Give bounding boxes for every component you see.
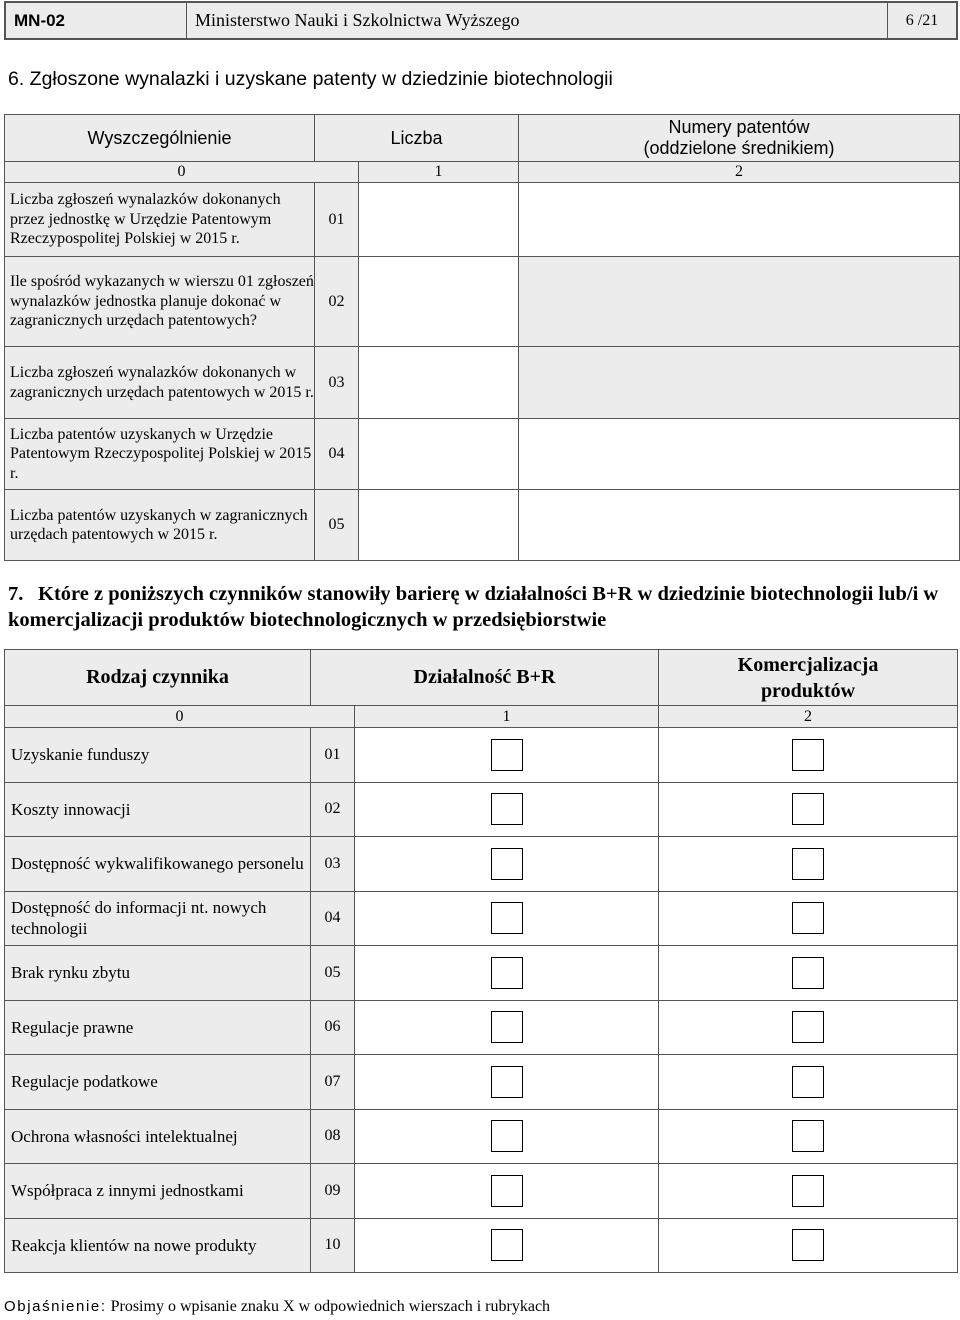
note-text: Prosimy o wpisanie znaku X w odpowiednich wierszach i rubrykach — [106, 1298, 551, 1315]
table-row — [5, 891, 958, 946]
row-code: 04 — [311, 891, 355, 946]
factor-label: Koszty innowacji — [5, 782, 311, 837]
table-row — [5, 490, 960, 561]
row-code: 04 — [315, 419, 359, 490]
form-header — [4, 1, 958, 40]
section7-title: 7. Które z poniższych czynników stanowiły barierę w działalności B+R w dziedzinie biotechnologii lub/i w komercjalizacji produktów biotechnologicznych w przedsiębiorstwie — [8, 583, 939, 631]
factor-label: Regulacje podatkowe — [5, 1055, 311, 1110]
row-code: 09 — [311, 1164, 355, 1219]
patent-numbers-input-cell[interactable] — [519, 183, 960, 257]
factor-label: Uzyskanie funduszy — [5, 728, 311, 783]
br-checkbox-cell — [355, 891, 659, 946]
factor-label: Współpraca z innymi jednostkami — [5, 1164, 311, 1219]
row-code: 06 — [311, 1000, 355, 1055]
table-row — [5, 1000, 958, 1055]
table-row — [5, 728, 958, 783]
col-number: 1 — [355, 706, 659, 728]
commercialization-checkbox-cell — [659, 728, 958, 783]
commercialization-checkbox-cell — [659, 1000, 958, 1055]
factor-label: Reakcja klientów na nowe produkty — [5, 1218, 311, 1273]
row-code: 05 — [315, 490, 359, 561]
row-code: 02 — [315, 257, 359, 347]
col-header-rodzaj: Rodzaj czynnika — [5, 650, 311, 706]
note-key: Objaśnienie: — [4, 1298, 107, 1315]
col-number: 2 — [519, 162, 960, 183]
commercialization-checkbox-cell — [659, 782, 958, 837]
row-label: Liczba patentów uzyskanych w Urzędzie Patentowym Rzeczypospolitej Polskiej w 2015 r. — [5, 419, 315, 490]
commercialization-checkbox[interactable] — [792, 957, 824, 989]
commercialization-checkbox[interactable] — [792, 902, 824, 934]
br-checkbox-cell — [355, 1218, 659, 1273]
br-checkbox[interactable] — [491, 1066, 523, 1098]
col-header-komercjalizacja-line1: Komercjalizacja — [737, 653, 879, 676]
col-number: 0 — [5, 706, 355, 728]
br-checkbox[interactable] — [491, 848, 523, 880]
count-input-cell[interactable] — [359, 490, 519, 561]
col-number: 0 — [5, 162, 359, 183]
commercialization-checkbox[interactable] — [792, 1011, 824, 1043]
br-checkbox-cell — [355, 946, 659, 1001]
commercialization-checkbox-cell — [659, 1218, 958, 1273]
row-code: 07 — [311, 1055, 355, 1110]
table-row — [5, 782, 958, 837]
commercialization-checkbox-cell — [659, 891, 958, 946]
section6-title: 6. Zgłoszone wynalazki i uzyskane patenty w dziedzinie biotechnologii — [8, 68, 613, 90]
table-row — [5, 347, 960, 419]
commercialization-checkbox[interactable] — [792, 1120, 824, 1152]
commercialization-checkbox[interactable] — [792, 1229, 824, 1261]
explanation-note — [4, 1298, 550, 1316]
barriers-table — [4, 649, 958, 1273]
patents-table — [4, 114, 960, 561]
col-header-br: Działalność B+R — [311, 650, 659, 706]
br-checkbox-cell — [355, 1164, 659, 1219]
row-code: 05 — [311, 946, 355, 1001]
factor-label: Regulacje prawne — [5, 1000, 311, 1055]
col-number: 2 — [659, 706, 958, 728]
factor-label: Brak rynku zbytu — [5, 946, 311, 1001]
table-row — [5, 1109, 958, 1164]
br-checkbox-cell — [355, 1055, 659, 1110]
commercialization-checkbox-cell — [659, 1055, 958, 1110]
page-number: 6 /21 — [905, 11, 939, 29]
br-checkbox[interactable] — [491, 1229, 523, 1261]
count-input-cell[interactable] — [359, 419, 519, 490]
col-number: 1 — [359, 162, 519, 183]
commercialization-checkbox[interactable] — [792, 848, 824, 880]
col-header-komercjalizacja-line2: produktów — [760, 679, 856, 702]
count-input-cell[interactable] — [359, 183, 519, 257]
commercialization-checkbox[interactable] — [792, 793, 824, 825]
table-row — [5, 257, 960, 347]
row-code: 01 — [311, 728, 355, 783]
commercialization-checkbox[interactable] — [792, 739, 824, 771]
table-row — [5, 1164, 958, 1219]
row-code: 01 — [315, 183, 359, 257]
section7-title-text: Które z poniższych czynników stanowiły barierę w działalności B+R w dziedzinie biotechnologii lub/i w komercjalizacji produktów biotechnologicznych w przedsiębiorstwie — [8, 583, 939, 631]
col-header-komercjalizacja — [659, 650, 958, 706]
commercialization-checkbox-cell — [659, 1164, 958, 1219]
factor-label: Dostępność wykwalifikowanego personelu — [5, 837, 311, 892]
col-header-numery — [519, 115, 960, 162]
commercialization-checkbox[interactable] — [792, 1175, 824, 1207]
br-checkbox[interactable] — [491, 739, 523, 771]
row-code: 10 — [311, 1218, 355, 1273]
row-label: Liczba patentów uzyskanych w zagranicznych urzędach patentowych w 2015 r. — [5, 490, 315, 561]
patent-numbers-input-cell[interactable] — [519, 490, 960, 561]
commercialization-checkbox-cell — [659, 946, 958, 1001]
br-checkbox[interactable] — [491, 957, 523, 989]
br-checkbox[interactable] — [491, 1120, 523, 1152]
row-code: 08 — [311, 1109, 355, 1164]
row-code: 03 — [315, 347, 359, 419]
br-checkbox[interactable] — [491, 1011, 523, 1043]
br-checkbox[interactable] — [491, 902, 523, 934]
table-row — [5, 183, 960, 257]
commercialization-checkbox-cell — [659, 837, 958, 892]
factor-label: Dostępność do informacji nt. nowych technologii — [5, 891, 311, 946]
commercialization-checkbox-cell — [659, 1109, 958, 1164]
disabled-cell — [519, 257, 960, 347]
col-header-liczba: Liczba — [315, 115, 519, 162]
form-code: MN-02 — [6, 3, 187, 38]
br-checkbox-cell — [355, 1000, 659, 1055]
br-checkbox[interactable] — [491, 1175, 523, 1207]
table-row — [5, 1218, 958, 1273]
row-code: 02 — [311, 782, 355, 837]
row-label: Ile spośród wykazanych w wierszu 01 zgłoszeń wynalazków jednostka planuje dokonać w zagranicznych urzędach patentowych? — [5, 257, 315, 347]
table-row — [5, 1055, 958, 1110]
br-checkbox-cell — [355, 728, 659, 783]
count-input-cell[interactable] — [359, 347, 519, 419]
disabled-cell — [519, 347, 960, 419]
ministry-name: Ministerstwo Nauki i Szkolnictwa Wyższego — [187, 3, 888, 38]
col-header-numery-line2: (oddzielone średnikiem) — [643, 138, 835, 158]
row-code: 03 — [311, 837, 355, 892]
row-label: Liczba zgłoszeń wynalazków dokonanych przez jednostkę w Urzędzie Patentowym Rzeczypospolitej Polskiej w 2015 r. — [5, 183, 315, 257]
col-header-wyszczegolnienie: Wyszczególnienie — [5, 115, 315, 162]
table-row — [5, 837, 958, 892]
row-label: Liczba zgłoszeń wynalazków dokonanych w zagranicznych urzędach patentowych w 2015 r. — [5, 347, 315, 419]
table-row — [5, 419, 960, 490]
table-row — [5, 946, 958, 1001]
br-checkbox-cell — [355, 1109, 659, 1164]
br-checkbox-cell — [355, 782, 659, 837]
br-checkbox-cell — [355, 837, 659, 892]
br-checkbox[interactable] — [491, 793, 523, 825]
count-input-cell[interactable] — [359, 257, 519, 347]
commercialization-checkbox[interactable] — [792, 1066, 824, 1098]
col-header-numery-line1: Numery patentów — [668, 117, 810, 137]
patent-numbers-input-cell[interactable] — [519, 419, 960, 490]
factor-label: Ochrona własności intelektualnej — [5, 1109, 311, 1164]
